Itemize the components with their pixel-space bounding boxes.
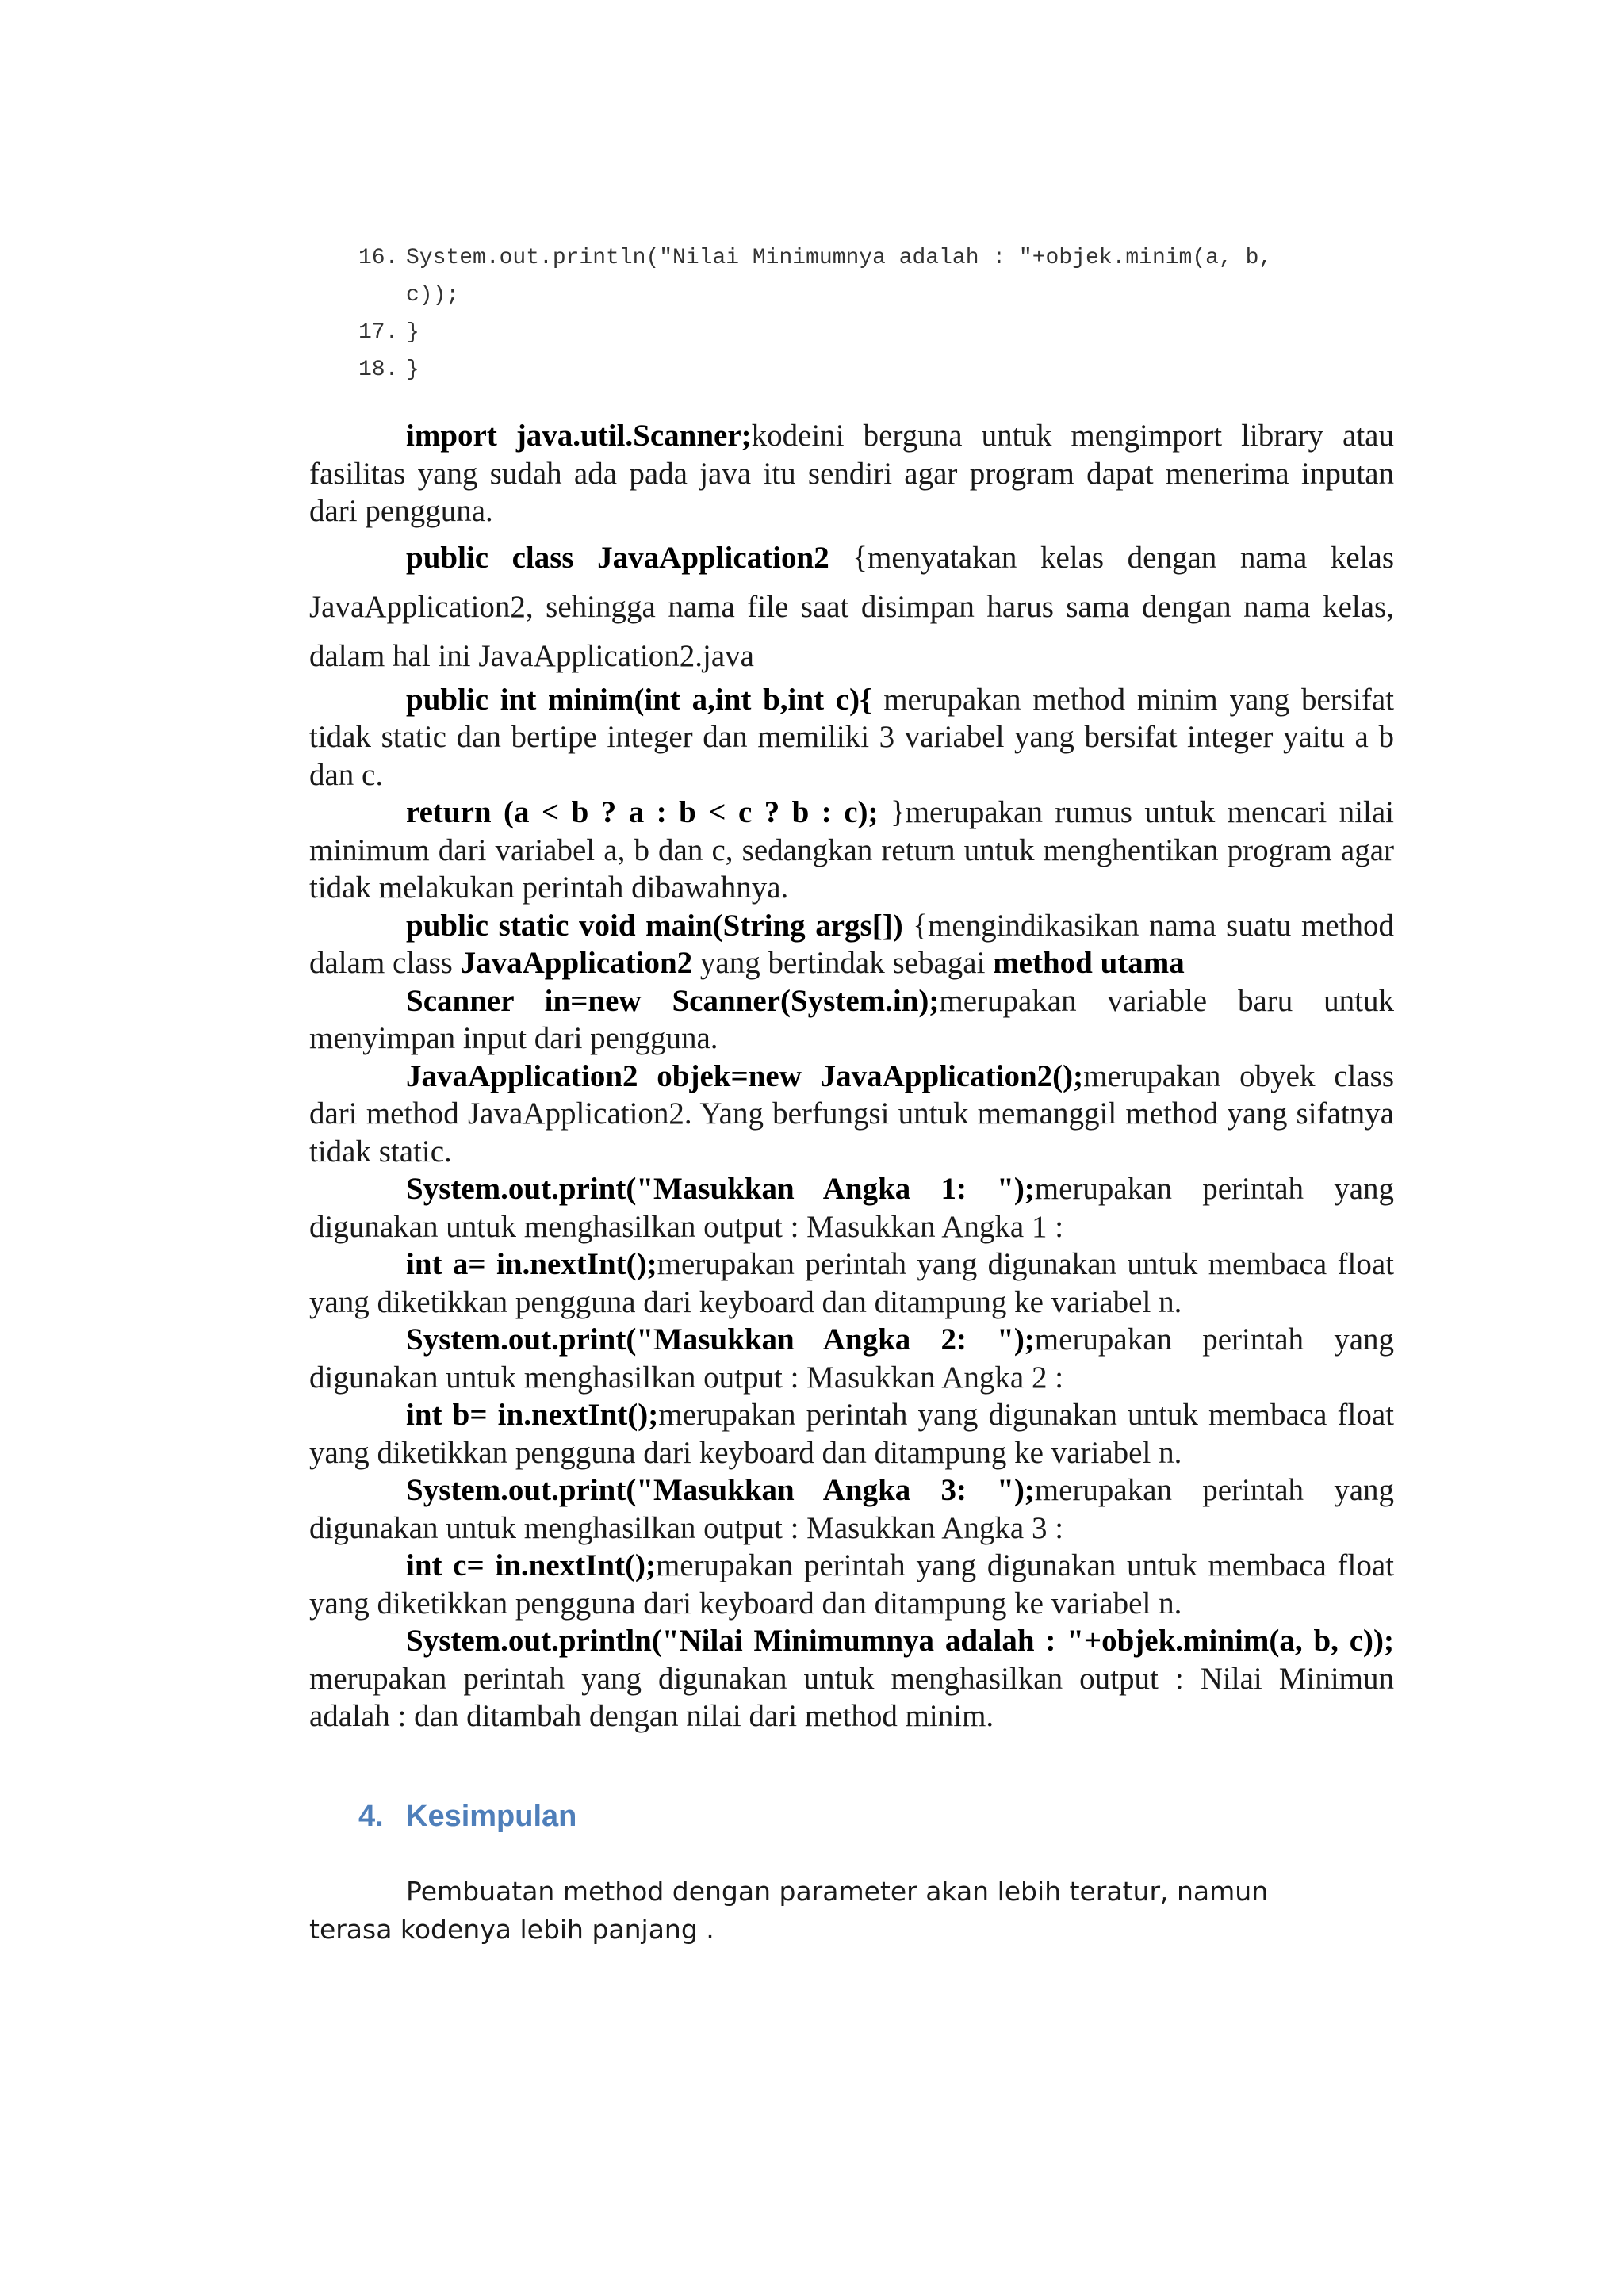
explanation-paragraph bbox=[309, 1058, 1394, 1171]
explanation-text: }merupakan rumus untuk mencari nilai minimum dari variabel a, b dan c, sedangkan return untuk menghentikan program agar tidak melakukan perintah dibawahnya. bbox=[309, 795, 1394, 905]
explanation-paragraph bbox=[309, 1170, 1394, 1246]
explanation-text: merupakan perintah yang digunakan untuk membaca float yang diketikkan pengguna dari keyboard dan ditampung ke variabel n. bbox=[309, 1398, 1394, 1470]
code-line bbox=[358, 239, 1405, 314]
code-line-number: 16. bbox=[358, 246, 399, 270]
explanation-paragraph bbox=[309, 534, 1394, 681]
code-line-number: 18. bbox=[358, 358, 399, 382]
code-line-text: } bbox=[406, 358, 419, 382]
explanation-text: yang bertindak sebagai bbox=[692, 946, 994, 980]
explanation-text: {mengindikasikan nama suatu method dalam class bbox=[309, 908, 1394, 980]
explanation-paragraph bbox=[309, 681, 1394, 794]
explanation-text: merupakan perintah yang digunakan untuk membaca float yang diketikkan pengguna dari keyboard dan ditampung ke variabel n. bbox=[309, 1247, 1394, 1319]
code-line-number: 17. bbox=[358, 320, 399, 345]
code-snippet: int c= in.nextInt(); bbox=[406, 1548, 656, 1582]
code-snippet: int a= in.nextInt(); bbox=[406, 1247, 657, 1281]
method-label: method utama bbox=[993, 946, 1185, 980]
explanation-text: merupakan perintah yang digunakan untuk menghasilkan output : Masukkan Angka 3 : bbox=[309, 1473, 1395, 1545]
code-snippet: return (a < b ? a : b < c ? b : c); bbox=[406, 795, 879, 829]
explanation-paragraph bbox=[309, 1246, 1394, 1321]
code-explanation bbox=[309, 417, 1394, 1735]
code-snippet: public int minim(int a,int b,int c){ bbox=[406, 682, 872, 717]
code-line-text: } bbox=[406, 320, 419, 345]
code-snippet: public class JavaApplication2 bbox=[406, 540, 853, 575]
section-heading bbox=[358, 1800, 576, 1834]
explanation-text: merupakan variable baru untuk menyimpan input dari pengguna. bbox=[309, 983, 1394, 1055]
explanation-text: merupakan perintah yang digunakan untuk menghasilkan output : Masukkan Angka 1 : bbox=[309, 1172, 1395, 1244]
explanation-text: merupakan method minim yang bersifat tidak static dan bertipe integer dan memiliki 3 variabel yang bersifat integer yaitu a b dan c. bbox=[309, 682, 1394, 792]
code-snippet: public static void main(String args[]) bbox=[406, 908, 914, 943]
explanation-paragraph bbox=[309, 1321, 1394, 1396]
code-snippet: JavaApplication2 objek=new JavaApplication2(); bbox=[406, 1058, 1084, 1093]
explanation-text: merupakan perintah yang digunakan untuk membaca float yang diketikkan pengguna dari keyboard dan ditampung ke variabel n. bbox=[309, 1548, 1394, 1621]
code-snippet: import java.util.Scanner; bbox=[406, 419, 752, 453]
explanation-text: merupakan obyek class dari method JavaApplication2. Yang berfungsi untuk memanggil method yang sifatnya tidak static. bbox=[309, 1058, 1395, 1169]
code-line-text: System.out.println("Nilai Minimumnya adalah : "+objek.minim(a, b, c)); bbox=[406, 246, 1273, 308]
section-number: 4. bbox=[358, 1800, 384, 1833]
explanation-text: merupakan perintah yang digunakan untuk menghasilkan output : Masukkan Angka 2 : bbox=[309, 1322, 1395, 1395]
explanation-text: merupakan perintah yang digunakan untuk menghasilkan output : Nilai Minimun adalah : dan ditambah dengan nilai dari method minim. bbox=[309, 1661, 1394, 1733]
explanation-paragraph bbox=[309, 794, 1394, 907]
code-line bbox=[358, 351, 1405, 388]
class-name: JavaApplication2 bbox=[460, 946, 693, 980]
conclusion-paragraph: Pembuatan method dengan parameter akan lebih teratur, namun terasa kodenya lebih panjang . bbox=[309, 1876, 1269, 1945]
explanation-text: kodeini berguna untuk mengimport library atau fasilitas yang sudah ada pada java itu sendiri agar program dapat menerima inputan dari pengguna. bbox=[309, 419, 1394, 528]
explanation-paragraph bbox=[309, 982, 1394, 1058]
explanation-paragraph bbox=[309, 1547, 1394, 1622]
section-title: Kesimpulan bbox=[406, 1800, 577, 1833]
code-snippet: System.out.print("Masukkan Angka 3: "); bbox=[406, 1473, 1035, 1507]
code-line bbox=[358, 314, 1405, 351]
explanation-paragraph bbox=[309, 417, 1394, 530]
code-snippet: System.out.print("Masukkan Angka 1: "); bbox=[406, 1172, 1035, 1206]
code-snippet: Scanner in=new Scanner(System.in); bbox=[406, 983, 940, 1018]
code-listing bbox=[358, 239, 1405, 388]
code-snippet: System.out.print("Masukkan Angka 2: "); bbox=[406, 1322, 1035, 1357]
code-snippet: System.out.println("Nilai Minimumnya adalah : "+objek.minim(a, b, c)); bbox=[406, 1624, 1394, 1658]
explanation-paragraph bbox=[309, 1471, 1394, 1547]
explanation-paragraph bbox=[309, 1622, 1394, 1735]
explanation-paragraph bbox=[309, 1396, 1394, 1471]
code-snippet: int b= in.nextInt(); bbox=[406, 1398, 659, 1432]
explanation-text: {menyatakan kelas dengan nama kelas JavaApplication2, sehingga nama file saat disimpan harus sama dengan nama kelas, dalam hal ini JavaApplication2.java bbox=[309, 540, 1394, 673]
explanation-paragraph bbox=[309, 907, 1394, 982]
